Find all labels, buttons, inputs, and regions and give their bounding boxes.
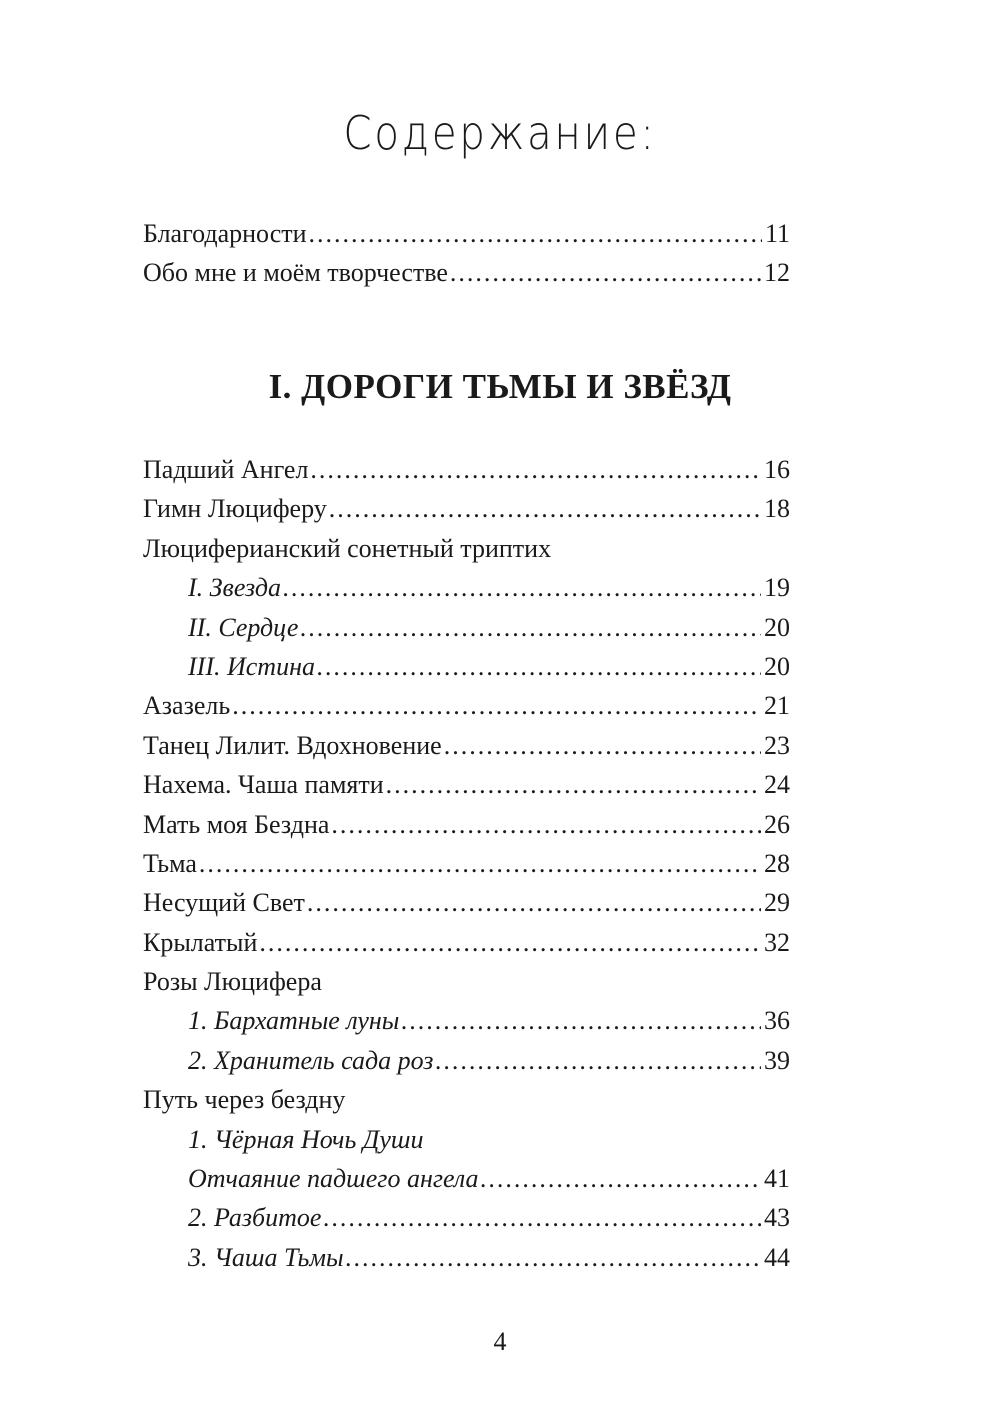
toc-entry-title: Нахема. Чаша памяти	[143, 770, 384, 800]
toc-entry-page: 23	[764, 730, 790, 760]
toc-entry-title: Путь через бездну	[143, 1085, 346, 1115]
toc-entry-page: 26	[764, 809, 790, 839]
toc-group-heading	[143, 529, 790, 568]
toc-entry-title: Гимн Люциферу	[143, 494, 327, 524]
toc-entry-title: Танец Лилит. Вдохновение	[143, 730, 442, 760]
dot-leader	[450, 253, 761, 292]
toc-entry-page: 20	[764, 612, 790, 642]
toc-entry-title: Благодарности	[143, 219, 307, 248]
toc-entry-title: III. Истина	[188, 651, 315, 681]
toc-subentry	[143, 1041, 790, 1080]
toc-entry-page: 36	[764, 1006, 790, 1036]
dot-leader	[310, 450, 761, 489]
toc-subentry	[143, 1001, 790, 1040]
section-heading: I. ДОРОГИ ТЬМЫ И ЗВЁЗД	[268, 367, 732, 406]
toc-subentry	[143, 647, 790, 686]
toc-entry-title: 2. Хранитель сада роз	[188, 1045, 434, 1075]
toc-entry	[143, 883, 790, 922]
toc-entry-page: 16	[764, 455, 790, 484]
toc-subentry	[143, 1159, 790, 1198]
toc-subentry	[143, 608, 790, 647]
toc-entry-page: 41	[764, 1164, 790, 1194]
toc-subentry	[143, 568, 790, 607]
toc-entry-page: 29	[764, 888, 790, 918]
dot-leader	[346, 1238, 761, 1277]
toc-entry-title: Тьма	[143, 848, 197, 878]
toc-entry-page: 32	[764, 927, 790, 957]
toc-entry	[143, 805, 790, 844]
dot-leader	[331, 805, 761, 844]
toc-entry-title: Несущий Свет	[143, 888, 305, 918]
toc-entry-title: Розы Люцифера	[143, 967, 322, 997]
toc-intro-list	[143, 214, 790, 293]
toc-entry-title: I. Звезда	[188, 573, 281, 603]
toc-group-heading	[143, 962, 790, 1001]
toc-subentry-heading	[143, 1120, 790, 1159]
toc-entry-title: Люциферианский сонетный триптих	[143, 533, 552, 563]
dot-leader	[259, 923, 761, 962]
toc-entry-title: 3. Чаша Тьмы	[188, 1242, 344, 1272]
dot-leader	[300, 608, 761, 647]
page-title: Содержание:	[343, 106, 657, 160]
toc-entry-title: Обо мне и моём творчестве	[143, 258, 448, 288]
toc-entry-title: Отчаяние падшего ангела	[188, 1164, 479, 1194]
toc-entry-title: 2. Разбитое	[188, 1203, 322, 1233]
toc-entry-page: 11	[764, 219, 790, 248]
dot-leader	[444, 726, 761, 765]
toc-entry-title: 1. Бархатные луны	[188, 1006, 400, 1036]
dot-leader	[386, 765, 761, 804]
toc-entry	[143, 923, 790, 962]
toc-entry	[143, 450, 790, 489]
toc-entry-page: 44	[764, 1242, 790, 1272]
dot-leader	[435, 1041, 761, 1080]
dot-leader	[317, 647, 761, 686]
toc-entry-page: 43	[764, 1203, 790, 1233]
toc-group-heading	[143, 1080, 790, 1119]
dot-leader	[481, 1159, 761, 1198]
toc-entry	[143, 726, 790, 765]
toc-entry-page: 20	[764, 651, 790, 681]
dot-leader	[199, 844, 761, 883]
toc-entry-title: Падший Ангел	[143, 455, 309, 484]
toc-entry	[143, 686, 790, 725]
toc-entry	[143, 214, 790, 253]
toc-entry	[143, 844, 790, 883]
dot-leader	[329, 489, 761, 528]
toc-entry-title: II. Сердце	[188, 612, 299, 642]
toc-entry-page: 39	[764, 1045, 790, 1075]
page-number: 4	[493, 1327, 507, 1356]
dot-leader	[283, 568, 761, 607]
toc-entry-page: 19	[764, 573, 790, 603]
dot-leader	[307, 883, 761, 922]
toc-entry-page: 12	[764, 258, 790, 288]
toc-subentry	[143, 1198, 790, 1237]
dot-leader	[323, 1198, 761, 1237]
toc-entry-title: Мать моя Бездна	[143, 809, 330, 839]
toc-entry-title: Азазель	[143, 691, 231, 721]
toc-entry-page: 24	[764, 770, 790, 800]
toc-entry	[143, 765, 790, 804]
toc-entry	[143, 253, 790, 292]
toc-subentry	[143, 1238, 790, 1277]
toc-entry	[143, 489, 790, 528]
dot-leader	[401, 1001, 761, 1040]
toc-entry-page: 21	[764, 691, 790, 721]
toc-entry-title: Крылатый	[143, 927, 258, 957]
dot-leader	[309, 214, 762, 253]
toc-entry-page: 28	[764, 848, 790, 878]
toc-entry-page: 18	[764, 494, 790, 524]
toc-entry-title: 1. Чёрная Ночь Души	[188, 1124, 424, 1154]
dot-leader	[232, 686, 761, 725]
toc-section-list	[143, 450, 790, 1277]
